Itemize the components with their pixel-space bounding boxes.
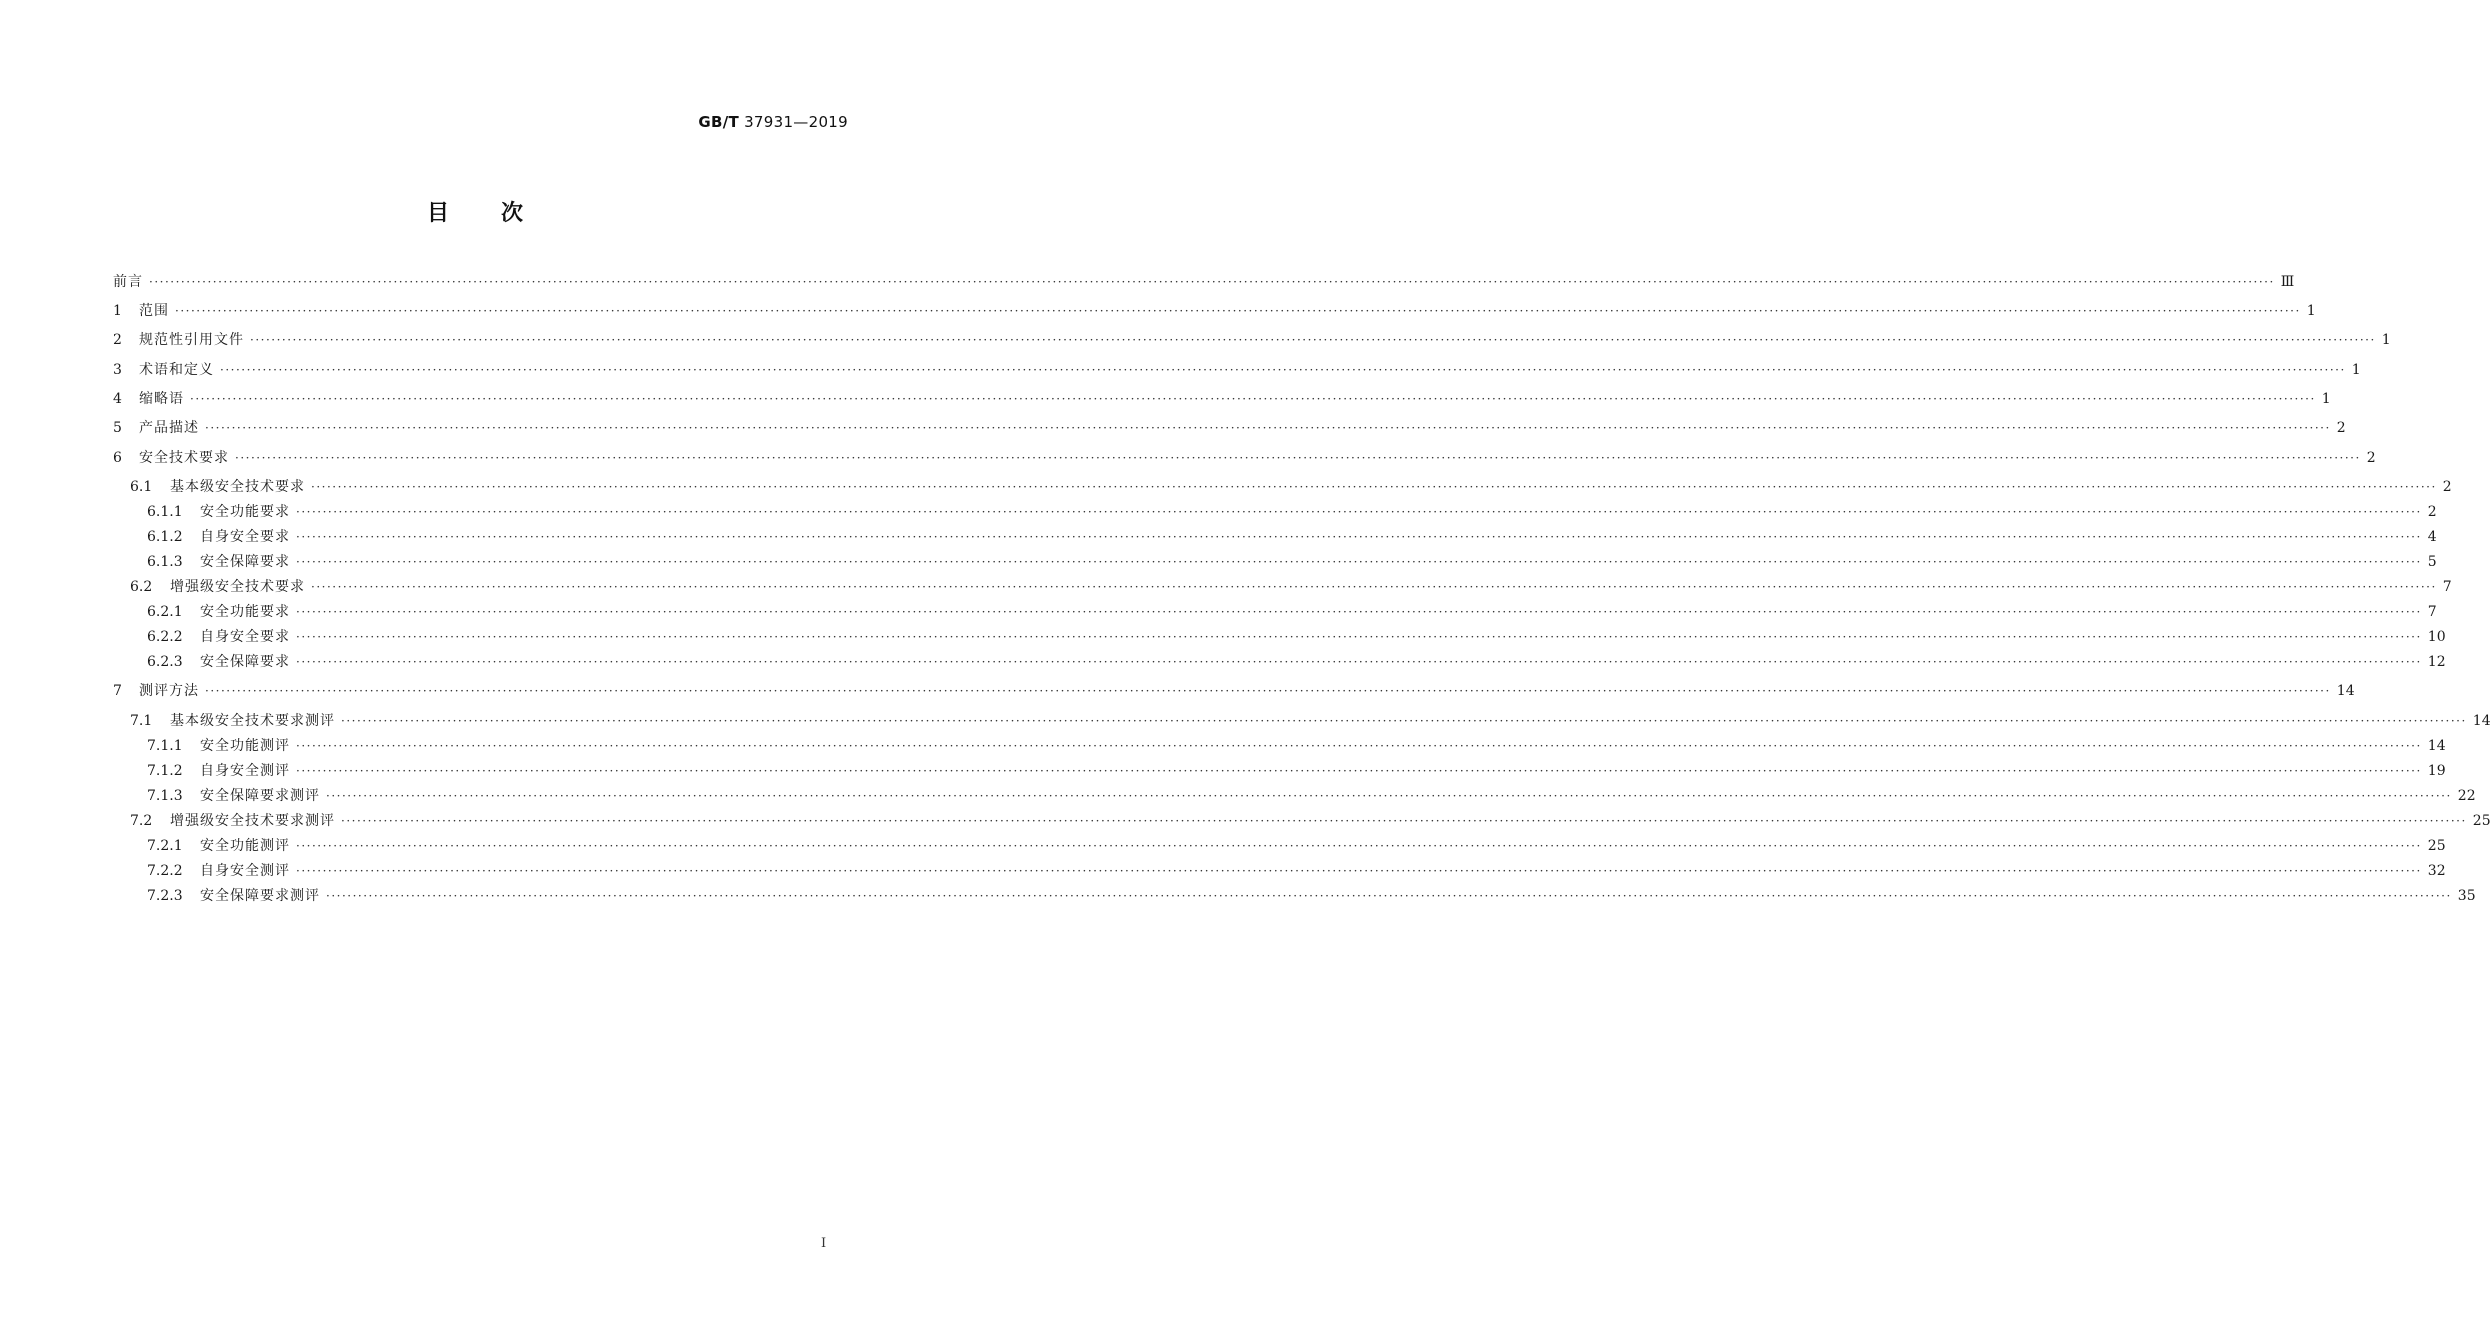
toc-dot-leader: ················································································································································································································································································································································································································ bbox=[311, 480, 2437, 494]
toc-entry-label: 测评方法 bbox=[139, 683, 199, 699]
toc-entry-label: 安全功能测评 bbox=[200, 838, 290, 854]
toc-entry[interactable] bbox=[113, 299, 2316, 323]
toc-entry-label: 安全保障要求测评 bbox=[200, 788, 320, 804]
toc-entry-page: 10 bbox=[2427, 629, 2446, 645]
toc-dot-leader: ················································································································································································································································································································································································································ bbox=[296, 764, 2422, 778]
toc-entry-label: 前言 bbox=[113, 274, 143, 290]
toc-dot-leader: ················································································································································································································································································································································································································ bbox=[235, 451, 2361, 465]
toc-entry[interactable] bbox=[113, 475, 2452, 499]
toc-entry-number: 7.1 bbox=[130, 713, 153, 729]
toc-dot-leader: ················································································································································································································································································································································································································ bbox=[341, 814, 2467, 828]
toc-entry[interactable] bbox=[113, 550, 2437, 574]
toc-entry[interactable] bbox=[113, 884, 2476, 908]
toc-dot-leader: ················································································································································································································································································································································································································ bbox=[296, 605, 2422, 619]
toc-dot-leader: ················································································································································································································································································································································································································ bbox=[296, 839, 2422, 853]
toc-entry-number: 3 bbox=[113, 362, 122, 378]
toc-entry-page: 14 bbox=[2427, 738, 2446, 754]
toc-entry-page: 14 bbox=[2336, 683, 2355, 699]
toc-entry[interactable] bbox=[113, 328, 2391, 352]
toc-dot-leader: ················································································································································································································································································································································································································ bbox=[190, 392, 2316, 406]
toc-entry[interactable] bbox=[113, 446, 2376, 470]
toc-dot-leader: ················································································································································································································································································································································································································ bbox=[250, 333, 2376, 347]
toc-dot-leader: ················································································································································································································································································································································································································ bbox=[220, 363, 2346, 377]
toc-entry-page: 2 bbox=[2442, 479, 2452, 495]
toc-entry-page: 1 bbox=[2306, 303, 2316, 319]
toc-entry-number: 7.2.2 bbox=[147, 863, 183, 879]
toc-entry-page: 2 bbox=[2336, 420, 2346, 436]
toc-entry-number: 1 bbox=[113, 303, 122, 319]
toc-entry-label: 缩略语 bbox=[139, 391, 184, 407]
toc-dot-leader: ················································································································································································································································································································································································································ bbox=[205, 684, 2331, 698]
toc-entry[interactable] bbox=[113, 416, 2346, 440]
toc-entry[interactable] bbox=[113, 759, 2446, 783]
toc-entry-page: 14 bbox=[2472, 713, 2491, 729]
toc-entry-number: 7.1.1 bbox=[147, 738, 183, 754]
toc-entry[interactable] bbox=[113, 809, 2491, 833]
toc-dot-leader: ················································································································································································································································································································································································································ bbox=[296, 530, 2422, 544]
toc-entry-label: 自身安全测评 bbox=[200, 863, 290, 879]
toc-entry-label: 基本级安全技术要求测评 bbox=[170, 713, 335, 729]
toc-entry-page: 2 bbox=[2427, 504, 2437, 520]
toc-entry-number: 6.2 bbox=[130, 579, 153, 595]
toc-entry-number: 6.2.1 bbox=[147, 604, 183, 620]
toc-entry-label: 术语和定义 bbox=[139, 362, 214, 378]
toc-entry[interactable] bbox=[113, 834, 2446, 858]
toc-entry-page: 2 bbox=[2366, 450, 2376, 466]
toc-entry-page: 12 bbox=[2427, 654, 2446, 670]
toc-entry-page: 32 bbox=[2427, 863, 2446, 879]
toc-entry-label: 增强级安全技术要求 bbox=[170, 579, 305, 595]
standard-code bbox=[698, 113, 848, 131]
toc-entry-label: 自身安全要求 bbox=[200, 629, 290, 645]
toc-dot-leader: ················································································································································································································································································································································································································ bbox=[296, 505, 2422, 519]
toc-entry-page: 22 bbox=[2457, 788, 2476, 804]
toc-entry[interactable] bbox=[113, 784, 2476, 808]
toc-entry-number: 6.1.3 bbox=[147, 554, 183, 570]
toc-entry-number: 6 bbox=[113, 450, 122, 466]
toc-entry-page: Ⅲ bbox=[2280, 274, 2295, 290]
toc-entry[interactable] bbox=[113, 600, 2437, 624]
toc-entry-label: 增强级安全技术要求测评 bbox=[170, 813, 335, 829]
toc-entry-number: 7.1.3 bbox=[147, 788, 183, 804]
toc-entry-label: 安全保障要求测评 bbox=[200, 888, 320, 904]
toc-entry-label: 安全功能要求 bbox=[200, 504, 290, 520]
toc-entry[interactable] bbox=[113, 650, 2446, 674]
toc-entry-page: 1 bbox=[2321, 391, 2331, 407]
toc-entry-page: 7 bbox=[2442, 579, 2452, 595]
toc-dot-leader: ················································································································································································································································································································································································································ bbox=[341, 714, 2467, 728]
toc-entry-label: 安全功能要求 bbox=[200, 604, 290, 620]
toc-entry[interactable] bbox=[113, 270, 2295, 294]
toc-entry-label: 安全保障要求 bbox=[200, 654, 290, 670]
toc-entry-label: 范围 bbox=[139, 303, 169, 319]
toc-dot-leader: ················································································································································································································································································································································································································ bbox=[296, 630, 2422, 644]
toc-entry-label: 安全保障要求 bbox=[200, 554, 290, 570]
toc-entry-number: 7.2 bbox=[130, 813, 153, 829]
toc-entry-label: 安全功能测评 bbox=[200, 738, 290, 754]
toc-entry-number: 6.2.3 bbox=[147, 654, 183, 670]
toc-entry-page: 4 bbox=[2427, 529, 2437, 545]
toc-dot-leader: ················································································································································································································································································································································································································ bbox=[296, 739, 2422, 753]
toc-entry-number: 2 bbox=[113, 332, 122, 348]
toc-entry-page: 35 bbox=[2457, 888, 2476, 904]
page-title: 目次 bbox=[426, 201, 575, 226]
toc-entry[interactable] bbox=[113, 500, 2437, 524]
toc-entry[interactable] bbox=[113, 525, 2437, 549]
toc-dot-leader: ················································································································································································································································································································································································································ bbox=[175, 304, 2301, 318]
toc-entry-page: 19 bbox=[2427, 763, 2446, 779]
toc-dot-leader: ················································································································································································································································································································································································································ bbox=[311, 580, 2437, 594]
toc-entry-number: 7.1.2 bbox=[147, 763, 183, 779]
toc-entry-number: 6.2.2 bbox=[147, 629, 183, 645]
toc-dot-leader: ················································································································································································································································································································································································································ bbox=[296, 655, 2422, 669]
toc-entry[interactable] bbox=[113, 625, 2446, 649]
toc-entry-number: 5 bbox=[113, 420, 122, 436]
toc-entry[interactable] bbox=[113, 709, 2491, 733]
toc-entry-page: 1 bbox=[2351, 362, 2361, 378]
toc-entry-number: 4 bbox=[113, 391, 122, 407]
toc-dot-leader: ················································································································································································································································································································································································································ bbox=[149, 275, 2275, 289]
toc-dot-leader: ················································································································································································································································································································································································································ bbox=[205, 421, 2331, 435]
toc-entry-page: 5 bbox=[2427, 554, 2437, 570]
toc-entry-label: 产品描述 bbox=[139, 420, 199, 436]
toc-entry[interactable] bbox=[113, 859, 2446, 883]
toc-entry-label: 安全技术要求 bbox=[139, 450, 229, 466]
toc-entry[interactable] bbox=[113, 358, 2361, 382]
toc-entry[interactable] bbox=[113, 575, 2452, 599]
toc-entry-label: 自身安全要求 bbox=[200, 529, 290, 545]
toc-entry[interactable] bbox=[113, 679, 2355, 703]
toc-entry-page: 25 bbox=[2427, 838, 2446, 854]
toc-dot-leader: ················································································································································································································································································································································································································ bbox=[296, 864, 2422, 878]
toc-dot-leader: ················································································································································································································································································································································································································ bbox=[326, 789, 2452, 803]
toc-entry-number: 7.2.3 bbox=[147, 888, 183, 904]
toc-entry-label: 规范性引用文件 bbox=[139, 332, 244, 348]
toc-entry-page: 1 bbox=[2381, 332, 2391, 348]
toc-entry[interactable] bbox=[113, 387, 2331, 411]
toc-entry-label: 基本级安全技术要求 bbox=[170, 479, 305, 495]
page-number: Ⅰ bbox=[821, 1236, 827, 1251]
toc-dot-leader: ················································································································································································································································································································································································································ bbox=[296, 555, 2422, 569]
toc-entry-page: 25 bbox=[2472, 813, 2491, 829]
toc-entry[interactable] bbox=[113, 734, 2446, 758]
toc-entry-page: 7 bbox=[2427, 604, 2437, 620]
toc-entry-number: 7 bbox=[113, 683, 122, 699]
toc-entry-number: 6.1.1 bbox=[147, 504, 183, 520]
toc-entry-number: 6.1.2 bbox=[147, 529, 183, 545]
toc-dot-leader: ················································································································································································································································································································································································································ bbox=[326, 889, 2452, 903]
standard-prefix: GB/T bbox=[698, 113, 740, 131]
toc-entry-number: 7.2.1 bbox=[147, 838, 183, 854]
toc-entry-number: 6.1 bbox=[130, 479, 153, 495]
standard-number: 37931—2019 bbox=[744, 113, 848, 131]
toc-entry-label: 自身安全测评 bbox=[200, 763, 290, 779]
